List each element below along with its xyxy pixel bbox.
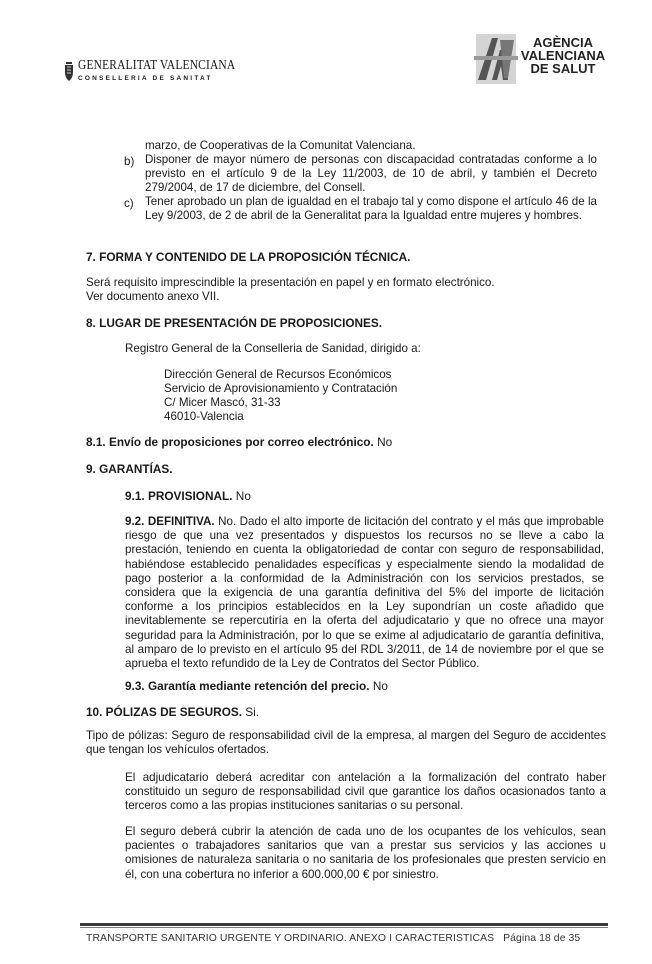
section-7-line-2: Ver documento anexo VII. (86, 290, 220, 303)
section-9-3 (125, 679, 388, 693)
generalitat-name: GENERALITAT VALENCIANA (78, 58, 236, 73)
footer-rule-thin (80, 927, 608, 928)
section-9-2 (125, 515, 604, 671)
section-8-1-value: No (373, 435, 393, 449)
footer (86, 933, 580, 944)
section-9-1-value: No (232, 489, 251, 503)
footer-rule (80, 923, 608, 926)
section-9-heading: 9. GARANTÍAS. (86, 462, 173, 476)
footer-title: TRANSPORTE SANITARIO URGENTE Y ORDINARIO. ANEXO I CARACTERISTICAS (86, 933, 495, 944)
section-9-1 (125, 489, 251, 503)
address-line-2: Servicio de Aprovisionamiento y Contratación (164, 382, 398, 395)
section-8-1 (86, 435, 392, 449)
section-7-heading: 7. FORMA Y CONTENIDO DE LA PROPOSICIÓN TÉCNICA. (86, 250, 411, 264)
section-9-2-label: 9.2. DEFINITIVA. (125, 515, 215, 528)
list-item-b: Disponer de mayor número de personas con discapacidad contratadas conforme a lo previsto en el artículo 9 de la Ley 11/2003, de 10 de abril, y también el Decreto 279/2004, de 17 de diciembre, del Consell. (145, 153, 597, 195)
section-7-line-1: Será requisito imprescindible la presentación en papel y en formato electrónico. (86, 276, 495, 289)
generalitat-logo (64, 58, 244, 88)
crest-icon (64, 60, 74, 82)
section-10-tipo: Tipo de pólizas: Seguro de responsabilidad civil de la empresa, al margen del Seguro de accidentes que tengan los vehículos ofertados. (86, 729, 606, 757)
section-10-paragraph-2: El seguro deberá cubrir la atención de cada uno de los ocupantes de los vehículos, sean pacientes o trabajadores sanitarios que van a prestar sus servicios y las acciones u omisiones de naturaleza sanitaria o no sanitaria de los profesionales que presten servicio en él, con una cobertura no inferior a 600.000,00 € por siniestro. (125, 825, 606, 881)
section-10-paragraph-1: El adjudicatario deberá acreditar con antelación a la formalización del contrato haber constituido un seguro de responsabilidad civil que garantice los daños ocasionados tanto a terceros como a las propias instituciones sanitarias o su personal. (125, 771, 606, 813)
section-10-heading (86, 705, 259, 719)
section-8-1-label: 8.1. Envío de proposiciones por correo electrónico. (86, 435, 374, 449)
list-item-c: Tener aprobado un plan de igualdad en el trabajo tal y como dispone el artículo 46 de la Ley 9/2003, de 2 de abril de la Generalitat para la Igualdad entre mujeres y hombres. (145, 195, 597, 223)
section-9-2-text: No. Dado el alto importe de licitación del contrato y el más que improbable riesgo de que una vez presentados y dispuestos los recursos no se lleve a cabo la prestación, teniendo en cuenta la obligatoriedad de contar con seguro de responsabilidad, habiéndose establecido penalidades específicas y especialmente siendo la modalidad de pago posterior a la conformidad de la Administración con los servicios prestados, se considera que la exigencia de una garantía definitiva del 5% del importe de licitación conforme a los principios establecidos en la Ley supondrían un coste añadido que inevitablemente se repercutiría en la oferta del adjudicatario y que no ofrece una mayor seguridad para la Administración, por lo que se exime al adjudicatario de garantía definitiva, al amparo de lo previsto en el artículo 95 del RDL 3/2011, de 14 de noviembre por el que se aprueba el texto refundido de la Ley de Contratos del Sector Público. (125, 515, 604, 671)
list-marker-c: c) (124, 197, 134, 210)
section-10-value: Si. (242, 705, 260, 719)
page-number: Página 18 de 35 (503, 933, 581, 944)
section-8-intro: Registro General de la Conselleria de Sanidad, dirigido a: (125, 342, 421, 355)
section-9-3-label: 9.3. Garantía mediante retención del precio. (125, 679, 370, 693)
agencia-logo (470, 30, 610, 90)
list-item-a-continuation: marzo, de Cooperativas de la Comunitat Valenciana. (145, 139, 416, 152)
list-marker-b: b) (124, 155, 135, 168)
section-8-heading: 8. LUGAR DE PRESENTACIÓN DE PROPOSICIONES. (86, 316, 383, 330)
agencia-name: AGÈNCIA VALENCIANA DE SALUT (520, 35, 606, 76)
address-line-1: Dirección General de Recursos Económicos (164, 368, 392, 381)
section-10-label: 10. PÓLIZAS DE SEGUROS. (86, 705, 243, 719)
section-9-1-label: 9.1. PROVISIONAL. (125, 489, 233, 503)
address-line-3: C/ Micer Mascó, 31-33 (164, 396, 281, 409)
conselleria-name: CONSELLERIA DE SANITAT (78, 75, 213, 82)
agencia-mark-icon (470, 30, 522, 88)
address-line-4: 46010-Valencia (164, 410, 244, 423)
section-9-3-value: No (369, 679, 388, 693)
